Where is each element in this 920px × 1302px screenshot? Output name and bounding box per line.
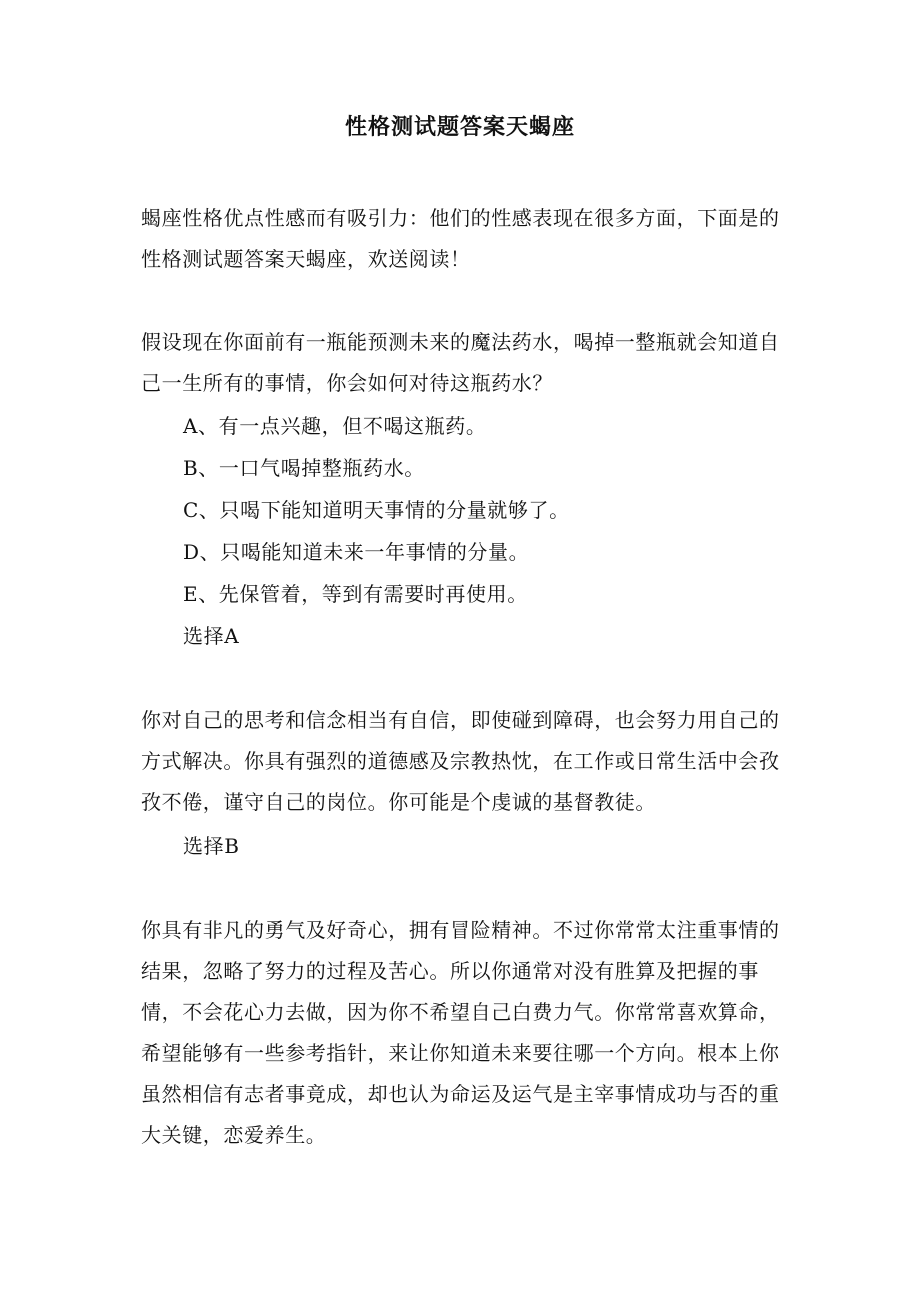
question-paragraph: 假设现在你面前有一瓶能预测未来的魔法药水，喝掉一整瓶就会知道自己一生所有的事情，你会如何对待这瓶药水？ [141,330,780,395]
answer-a-label: 选择A [183,624,240,648]
option-e: E、先保管着，等到有需要时再使用。 [183,582,528,606]
option-c: C、只喝下能知道明天事情的分量就够了。 [183,498,570,522]
option-a: A、有一点兴趣，但不喝这瓶药。 [183,414,487,438]
answer-a-text: 你对自己的思考和信念相当有自信，即使碰到障碍，也会努力用自己的方式解决。你具有强烈的道德感及宗教热忱，在工作或日常生活中会孜孜不倦，谨守自己的岗位。你可能是个虔诚的基督教徒。 [141,708,780,814]
option-b: B、一口气喝掉整瓶药水。 [183,456,425,480]
option-d: D、只喝能知道未来一年事情的分量。 [183,540,530,564]
intro-paragraph: 蝎座性格优点性感而有吸引力：他们的性感表现在很多方面，下面是的性格测试题答案天蝎座，欢送阅读！ [141,206,780,271]
answer-b-label: 选择B [183,834,240,858]
answer-b-text: 你具有非凡的勇气及好奇心，拥有冒险精神。不过你常常太注重事情的结果，忽略了努力的过程及苦心。所以你通常对没有胜算及把握的事情，不会花心力去做，因为你不希望自己白费力气。你常常喜欢算命，希望能够有一些参考指针，来让你知道未来要往哪一个方向。根本上你虽然相信有志者事竟成，却也认为命运及运气是主宰事情成功与否的重大关键，恋爱养生。 [141,918,780,1147]
page-title: 性格测试题答案天蝎座 [344,114,575,140]
